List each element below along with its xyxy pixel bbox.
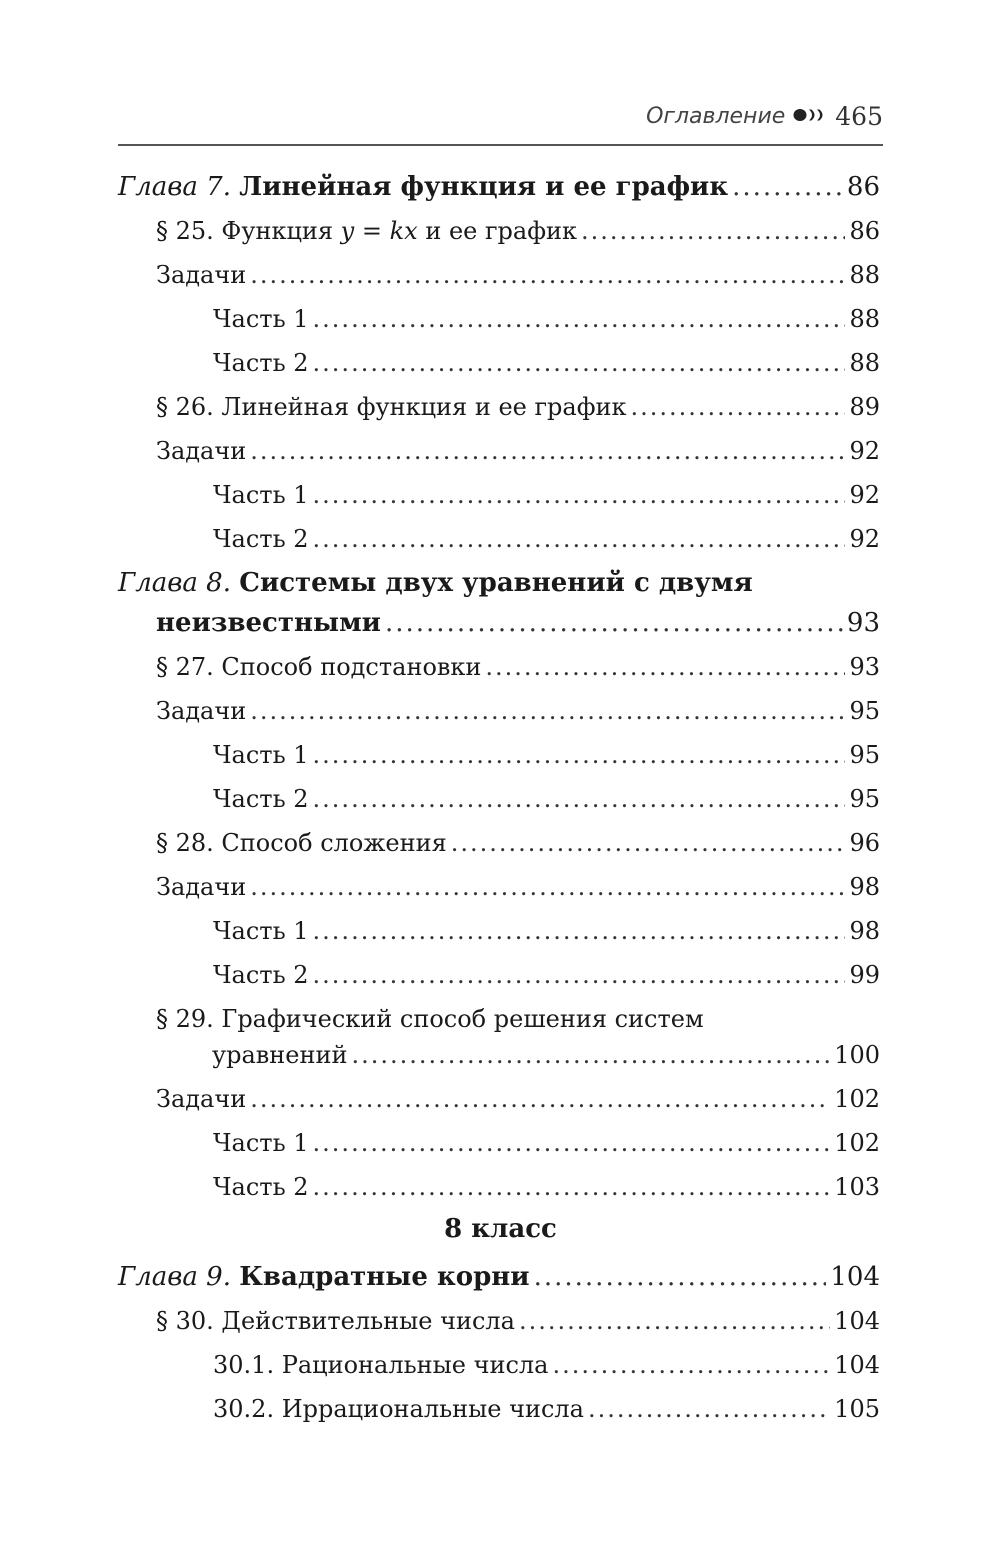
toc-entry-section-28[interactable]: [118, 828, 880, 858]
dot-leader: [588, 1394, 830, 1424]
subsection-label: 30.2. Иррациональные числа: [213, 1395, 584, 1423]
page-number: 93: [849, 653, 880, 681]
toc-entry-part-2[interactable]: [118, 960, 880, 990]
dot-leader: [313, 1172, 831, 1202]
page-number: 95: [849, 741, 880, 769]
page-number: 103: [834, 1173, 880, 1201]
dot-leader: [250, 872, 845, 902]
grade-heading: 8 класс: [444, 1214, 557, 1244]
page-number: 98: [849, 873, 880, 901]
toc-entry-section-29-line-1[interactable]: [156, 1004, 704, 1034]
math-formula: y = kx: [340, 217, 418, 245]
dot-leader: [250, 696, 845, 726]
dot-leader: [313, 524, 846, 554]
toc-entry-section-29-line-2[interactable]: [118, 1040, 880, 1070]
page-number: 92: [849, 437, 880, 465]
tasks-label: Задачи: [156, 697, 247, 725]
chapter-prefix: Глава 8.: [118, 568, 231, 598]
part-label: Часть 1: [213, 917, 309, 945]
page-number: 86: [849, 217, 880, 245]
part-label: Часть 1: [213, 1129, 309, 1157]
dot-leader: [313, 916, 846, 946]
page-number: 96: [849, 829, 880, 857]
toc-entry-chapter-8-line-2[interactable]: [118, 608, 880, 638]
dot-leader: [313, 960, 846, 990]
page-number: 88: [849, 261, 880, 289]
toc-entry-part-2[interactable]: [118, 348, 880, 378]
chapter-label: [156, 608, 381, 638]
tasks-label: Задачи: [156, 873, 247, 901]
dot-leader: [352, 1040, 831, 1070]
toc-entry-section-26[interactable]: [118, 392, 880, 422]
section-label: § 27. Способ подстановки: [156, 653, 482, 681]
toc-entry-subsection-30-2[interactable]: [118, 1394, 880, 1424]
chapter-title-line-2: неизвестными: [156, 608, 381, 638]
page-number: 93: [846, 608, 880, 638]
header-right: [646, 102, 883, 131]
part-label: Часть 2: [213, 525, 309, 553]
dot-leader: [581, 216, 845, 246]
dot-leader: [313, 784, 846, 814]
chapter-title: Квадратные корни: [239, 1262, 530, 1292]
subsection-label: 30.1. Рациональные числа: [213, 1351, 549, 1379]
toc-entry-part-2[interactable]: [118, 1172, 880, 1202]
dot-leader: [485, 652, 845, 682]
page-number: 92: [849, 481, 880, 509]
page-number: 100: [834, 1041, 880, 1069]
page-number: 89: [849, 393, 880, 421]
toc-entry-subsection-30-1[interactable]: [118, 1350, 880, 1380]
page-number: 88: [849, 305, 880, 333]
toc-entry-part-2[interactable]: [118, 524, 880, 554]
chapter-label: [118, 1262, 530, 1292]
triple-dot-ornament-icon: [793, 107, 827, 126]
section-label: § 30. Действительные числа: [156, 1307, 515, 1335]
section-label: [156, 216, 577, 246]
part-label: Часть 2: [213, 1173, 309, 1201]
section-label: § 28. Способ сложения: [156, 829, 447, 857]
toc-entry-tasks[interactable]: [118, 436, 880, 466]
page-number: 105: [834, 1395, 880, 1423]
toc-entry-section-25[interactable]: [118, 216, 880, 246]
dot-leader: [250, 260, 845, 290]
page-number: 104: [834, 1307, 880, 1335]
page-number: 86: [846, 172, 880, 202]
toc-entry-chapter-9[interactable]: [118, 1262, 880, 1292]
toc-entry-section-27[interactable]: [118, 652, 880, 682]
toc-entry-part-1[interactable]: [118, 740, 880, 770]
section-label-start: § 25. Функция: [156, 217, 341, 245]
tasks-label: Задачи: [156, 261, 247, 289]
toc-entry-part-1[interactable]: [118, 480, 880, 510]
part-label: Часть 2: [213, 349, 309, 377]
dot-leader: [631, 392, 846, 422]
tasks-label: Задачи: [156, 1085, 247, 1113]
page-number: 104: [834, 1351, 880, 1379]
dot-leader: [552, 1350, 830, 1380]
section-label: § 26. Линейная функция и ее график: [156, 393, 627, 421]
dot-leader: [385, 608, 843, 638]
dot-leader: [250, 436, 845, 466]
page-number: 98: [849, 917, 880, 945]
chapter-label: [118, 172, 728, 202]
header-page-number: 465: [835, 102, 883, 131]
toc-entry-section-30[interactable]: [118, 1306, 880, 1336]
toc-entry-part-1[interactable]: [118, 304, 880, 334]
dot-leader: [313, 1128, 831, 1158]
chapter-prefix: Глава 9.: [118, 1262, 231, 1292]
dot-leader: [313, 740, 846, 770]
toc-entry-chapter-7[interactable]: [118, 172, 880, 202]
dot-leader: [519, 1306, 830, 1336]
section-label-line-1: § 29. Графический способ решения систем: [156, 1005, 704, 1033]
section-label-line-2: уравнений: [212, 1041, 348, 1069]
part-label: Часть 2: [213, 961, 309, 989]
page-number: 88: [849, 349, 880, 377]
toc-entry-tasks[interactable]: [118, 696, 880, 726]
page-number: 102: [834, 1129, 880, 1157]
chapter-prefix: Глава 7.: [118, 172, 231, 202]
chapter-title-line-1: Системы двух уравнений с двумя: [239, 568, 753, 598]
part-label: Часть 1: [213, 741, 309, 769]
page-number: 102: [834, 1085, 880, 1113]
toc-entry-part-1[interactable]: [118, 1128, 880, 1158]
dot-leader: [313, 348, 846, 378]
dot-leader: [313, 480, 846, 510]
toc-entry-part-1[interactable]: [118, 916, 880, 946]
part-label: Часть 2: [213, 785, 309, 813]
part-label: Часть 1: [213, 481, 309, 509]
dot-leader: [534, 1262, 827, 1292]
dot-leader: [313, 304, 846, 334]
toc-entry-chapter-8-line-1[interactable]: [118, 568, 753, 598]
page-number: 95: [849, 785, 880, 813]
page-number: 95: [849, 697, 880, 725]
dot-leader: [451, 828, 846, 858]
running-header: [118, 100, 883, 146]
section-label-end: и ее график: [417, 217, 578, 245]
page-number: 92: [849, 525, 880, 553]
chapter-title: Линейная функция и ее график: [239, 172, 729, 202]
dot-leader: [250, 1084, 830, 1114]
dot-leader: [732, 172, 843, 202]
toc-entry-part-2[interactable]: [118, 784, 880, 814]
toc-entry-tasks[interactable]: [118, 872, 880, 902]
toc-entry-tasks[interactable]: [118, 260, 880, 290]
page-number: 104: [830, 1262, 880, 1292]
part-label: Часть 1: [213, 305, 309, 333]
header-title: Оглавление: [646, 104, 786, 129]
tasks-label: Задачи: [156, 437, 247, 465]
page-number: 99: [849, 961, 880, 989]
toc-entry-tasks[interactable]: [118, 1084, 880, 1114]
